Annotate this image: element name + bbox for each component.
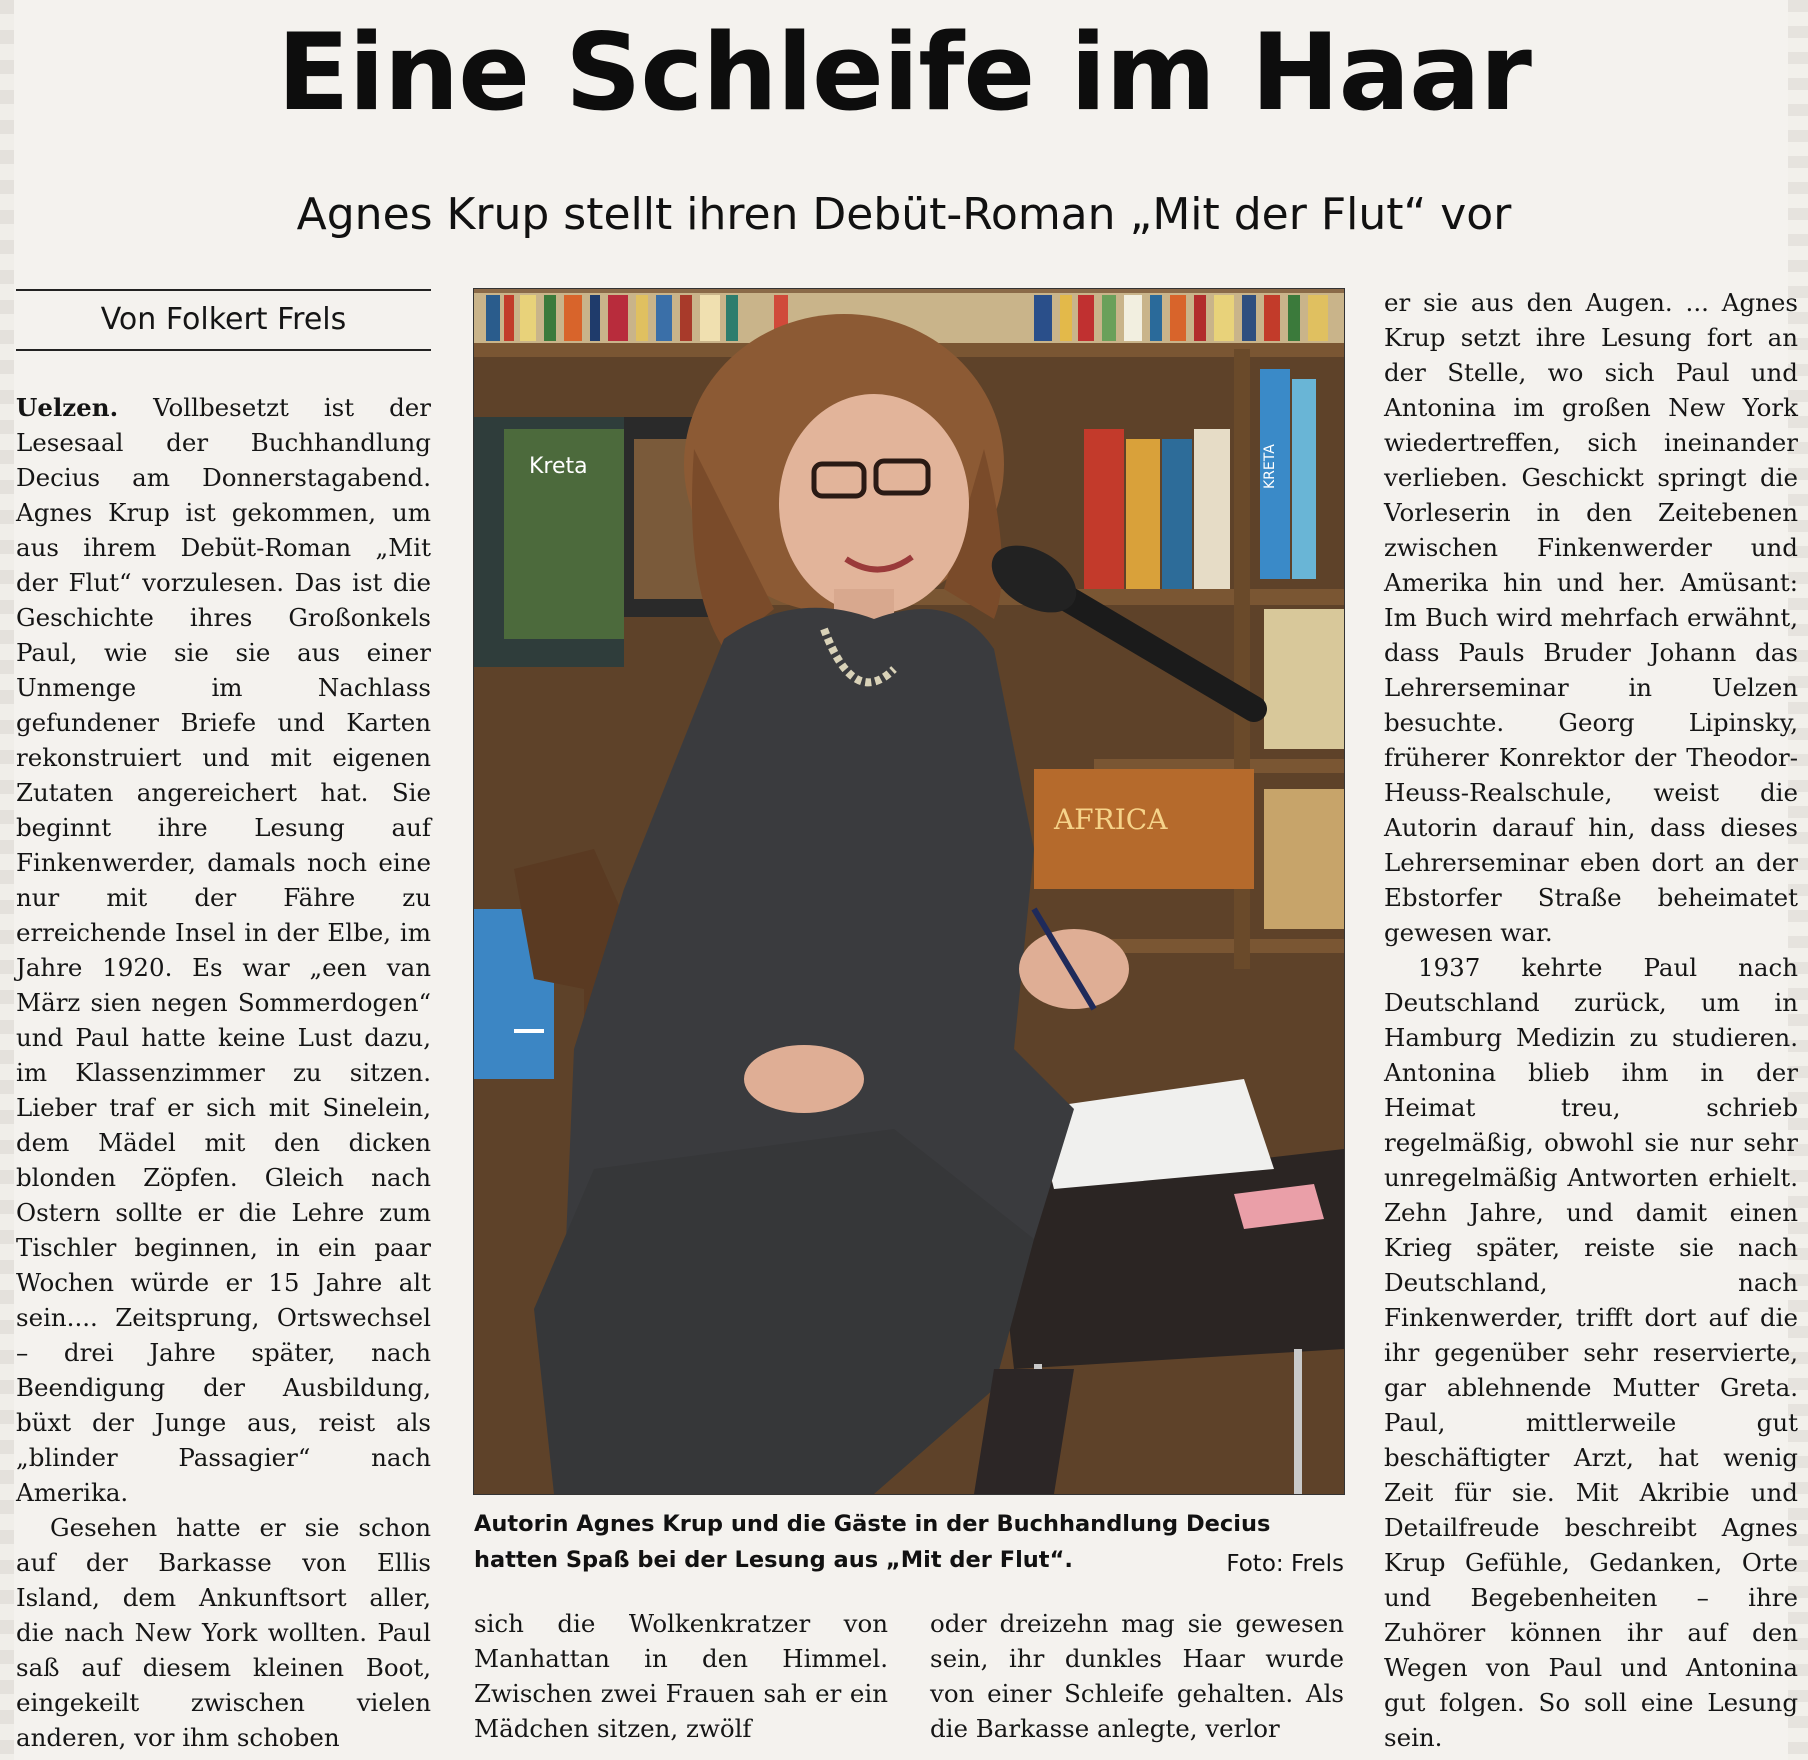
article-column-3 xyxy=(930,1606,1344,1756)
photo-caption xyxy=(474,1506,1344,1586)
byline: Von Folkert Frels xyxy=(100,302,347,337)
sign-text: AFRICA xyxy=(1054,803,1168,836)
book-cover-text: Kreta xyxy=(529,454,588,479)
byline-rule-top xyxy=(16,289,431,291)
article-column-1 xyxy=(16,390,431,1760)
paragraph-text: Vollbesetzt ist der Lesesaal der Buchhandlung Decius am Donnerstagabend. Agnes Krup ist gekommen, um aus ihrem Debüt-Roman „Mit der Flut“ vorzulesen. Das ist die Geschichte ihres Großonkels Paul, wie sie sie aus einer Unmenge im Nachlass gefundener Briefe und Karten rekonstruiert und mit eigenen Zutaten angereichert hat. Sie beginnt ihre Lesung auf Finkenwerder, damals noch eine nur mit der Fähre zu erreichende Insel in der Elbe, im Jahre 1920. Es war „een van März sien negen Sommerdogen“ und Paul hatte keine Lust dazu, im Klassenzimmer zu sitzen. Lieber traf er sich mit Sinelein, dem Mädel mit den dicken blonden Zöpfen. Gleich nach Ostern sollte er die Lehre zum Tischler beginnen, in ein paar Wochen würde er 15 Jahre alt sein.... Zeitsprung, Ortswechsel – drei Jahre später, nach Beendigung der Ausbildung, büxt der Junge aus, reist als „blinder Passagier“ nach Amerika. xyxy=(16,393,431,1507)
photo-credit: Foto: Frels xyxy=(1226,1551,1344,1577)
dateline: Uelzen. xyxy=(16,393,119,422)
book-spine-text: KRETA xyxy=(1262,444,1278,489)
headline: Eine Schleife im Haar xyxy=(277,11,1531,134)
paragraph: er sie aus den Augen. ... Agnes Krup setzt ihre Lesung fort an der Stelle, wo sich Paul und Antonina im großen New York wiedertreffen, sich ineinander verlieben. Geschickt springt die Vorleserin in den Zeitebenen zwischen Finkenwerder und Amerika hin und her. Amüsant: Im Buch wird mehrfach erwähnt, dass Pauls Bruder Johann das Lehrerseminar in Uelzen besuchte. Georg Lipinsky, früherer Konrektor der Theodor-Heuss-Realschule, weist die Autorin darauf hin, dass dieses Lehrerseminar eben dort an der Ebstorfer Straße beheimatet gewesen war. xyxy=(1384,288,1798,947)
paragraph: 1937 kehrte Paul nach Deutschland zurück, um in Hamburg Medizin zu studieren. Antonina blieb ihm in der Heimat treu, schrieb regelmäßig, obwohl sie nur sehr unregelmäßig Antworten erhielt. Zehn Jahre, und damit einen Krieg später, reiste sie nach Deutschland, nach Finkenwerder, trifft dort auf die ihr gegenüber sehr reservierte, gar ablehnende Mutter Greta. Paul, mittlerweile gut beschäftigter Arzt, hat wenig Zeit für sie. Mit Akribie und Detailfreude beschreibt Agnes Krup Gefühle, Gedanken, Orte und Begebenheiten – ihre Zuhörer können ihr auf den Wegen von Paul und Antonina gut folgen. So soll eine Lesung sein. xyxy=(1384,953,1798,1752)
paragraph xyxy=(16,390,431,1510)
adjacent-page-edge-left xyxy=(0,0,14,1760)
photo-illustration xyxy=(474,289,1344,1494)
article-column-4 xyxy=(1384,285,1798,1755)
byline-rule-bottom xyxy=(16,349,431,351)
paragraph: Gesehen hatte er sie schon auf der Barkasse von Ellis Island, dem Ankunftsort aller, die nach New York wollten. Paul saß auf diesem kleinen Boot, eingekeilt zwischen vielen anderen, vor ihm schoben xyxy=(16,1513,431,1752)
paragraph: oder dreizehn mag sie gewesen sein, ihr dunkles Haar wurde von einer Schleife gehalten. Als die Barkasse anlegte, verlor xyxy=(930,1609,1344,1743)
paragraph: sich die Wolkenkratzer von Manhattan in den Himmel. Zwischen zwei Frauen sah er ein Mädchen sitzen, zwölf xyxy=(474,1609,888,1743)
article-column-2 xyxy=(474,1606,888,1756)
article-photo xyxy=(474,289,1344,1494)
caption-text: Autorin Agnes Krup und die Gäste in der Buchhandlung Decius hatten Spaß bei der Lesung aus „Mit der Flut“. xyxy=(474,1511,1271,1573)
subheadline: Agnes Krup stellt ihren Debüt-Roman „Mit der Flut“ vor xyxy=(296,189,1512,240)
